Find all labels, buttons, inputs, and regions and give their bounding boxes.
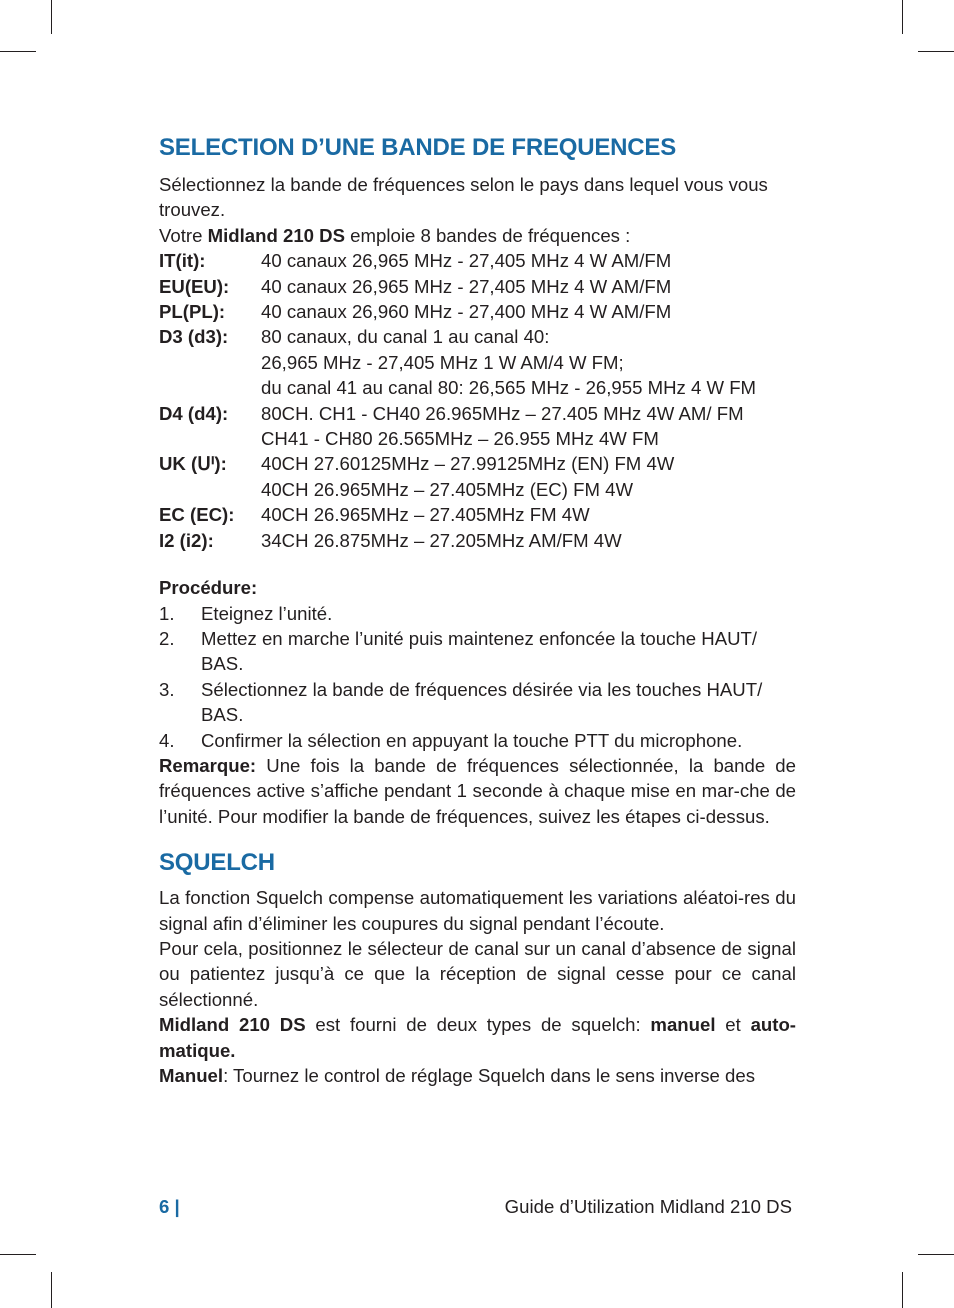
section-title-frequency-band: SELECTION D’UNE BANDE DE FREQUENCES (159, 134, 677, 161)
band-list (159, 248, 796, 553)
procedure-step (159, 601, 796, 626)
step-number: 1. (159, 602, 175, 624)
squelch-paragraph-1: La fonction Squelch compense automatiquement les variations aléatoi-res du signal afin d’éliminer les coupures du signal pendant l’écoute. (159, 887, 796, 934)
squelch-paragraph-2: Pour cela, positionnez le sélecteur de canal sur un canal d’absence de signal ou patientez jusqu’à ce que la réception de signal cesse pour ce canal sélectionné. (159, 937, 796, 1010)
band-detail-line: 40 canaux 26,960 MHz - 27,400 MHz 4 W AM/FM (261, 301, 672, 323)
band-details (261, 451, 796, 502)
step-text: Eteignez l’unité. (201, 602, 333, 624)
band-details (261, 502, 796, 527)
band-code: EU(EU): (159, 275, 230, 297)
crop-mark (51, 0, 52, 34)
step-text: Mettez en marche l’unité puis maintenez enfoncée la touche HAUT/ BAS. (201, 627, 758, 675)
procedure-steps (159, 601, 796, 753)
procedure-step (159, 728, 796, 753)
band-detail-line: 26,965 MHz - 27,405 MHz 1 W AM/4 W FM; (261, 351, 624, 373)
band-detail-line: CH41 - CH80 26.565MHz – 26.955 MHz 4W FM (261, 428, 659, 450)
band-details (261, 299, 796, 324)
band-detail-line: du canal 41 au canal 80: 26,565 MHz - 26,955 MHz 4 W FM (261, 377, 757, 399)
crop-mark (902, 0, 903, 34)
squelch-paragraph-3: Midland 210 DS est fourni de deux types de squelch: manuel et auto-matique. (159, 1014, 797, 1061)
crop-mark (0, 1254, 36, 1255)
band-details (261, 248, 796, 273)
band-detail-line: 40CH 26.965MHz – 27.405MHz (EC) FM 4W (261, 478, 633, 500)
band-row (159, 401, 796, 452)
band-detail-line: 40CH 26.965MHz – 27.405MHz FM 4W (261, 504, 590, 526)
band-detail-line: 40 canaux 26,965 MHz - 27,405 MHz 4 W AM/FM (261, 275, 672, 297)
band-details (261, 401, 796, 452)
band-code: D3 (d3): (159, 326, 229, 348)
step-number: 2. (159, 627, 175, 649)
squelch-paragraph-4: Manuel: Tournez le control de réglage Squelch dans le sens inverse des (159, 1065, 756, 1086)
band-details (261, 528, 796, 553)
section-title-squelch: SQUELCH (159, 849, 275, 877)
step-text: Sélectionnez la bande de fréquences désirée via les touches HAUT/ BAS. (201, 678, 763, 726)
page-number: 6 | (159, 1196, 180, 1217)
intro-paragraph: Sélectionnez la bande de fréquences selon le pays dans lequel vous vous trouvez. (159, 174, 768, 221)
band-code: UK (ᑌᑊ): (159, 453, 227, 475)
band-detail-line: 34CH 26.875MHz – 27.205MHz AM/FM 4W (261, 529, 622, 551)
band-code: D4 (d4): (159, 402, 229, 424)
band-detail-line: 40 canaux 26,965 MHz - 27,405 MHz 4 W AM/FM (261, 250, 672, 272)
page-content (159, 132, 796, 1088)
procedure-step (159, 677, 796, 728)
band-detail-line: 40CH 27.60125MHz – 27.99125MHz (EN) FM 4W (261, 453, 675, 475)
band-detail-line: 80CH. CH1 - CH40 26.965MHz – 27.405 MHz 4W AM/ FM (261, 402, 744, 424)
crop-mark (902, 1272, 903, 1308)
band-code: EC (EC): (159, 504, 235, 526)
band-row (159, 299, 796, 324)
band-code: PL(PL): (159, 301, 226, 323)
step-number: 4. (159, 729, 175, 751)
band-row (159, 248, 796, 273)
footer-title: Guide d’Utilization Midland 210 DS (504, 1196, 792, 1217)
step-number: 3. (159, 678, 175, 700)
band-row (159, 324, 796, 400)
procedure-title: Procédure: (159, 577, 258, 599)
crop-mark (51, 1272, 52, 1308)
band-code: IT(it): (159, 250, 206, 272)
band-row (159, 502, 796, 527)
model-name: Midland 210 DS (207, 224, 346, 246)
step-text: Confirmer la sélection en appuyant la touche PTT du microphone. (201, 729, 743, 751)
remark-paragraph: Remarque: Une fois la bande de fréquences sélectionnée, la bande de fréquences active s’affiche pendant 1 seconde à chaque mise en mar-che de l’unité. Pour modifier la bande de fréquences, suivez les étapes ci-dessus. (159, 754, 796, 827)
procedure-step (159, 626, 796, 677)
band-detail-line: 80 canaux, du canal 1 au canal 40: (261, 326, 550, 348)
band-row (159, 528, 796, 553)
band-details (261, 324, 796, 400)
band-row (159, 274, 796, 299)
bands-intro: Votre Midland 210 DS emploie 8 bandes de fréquences : (159, 224, 631, 246)
crop-mark (918, 1254, 954, 1255)
crop-mark (0, 51, 36, 52)
band-row (159, 451, 796, 502)
band-details (261, 274, 796, 299)
band-code: I2 (i2): (159, 529, 214, 551)
crop-mark (918, 51, 954, 52)
